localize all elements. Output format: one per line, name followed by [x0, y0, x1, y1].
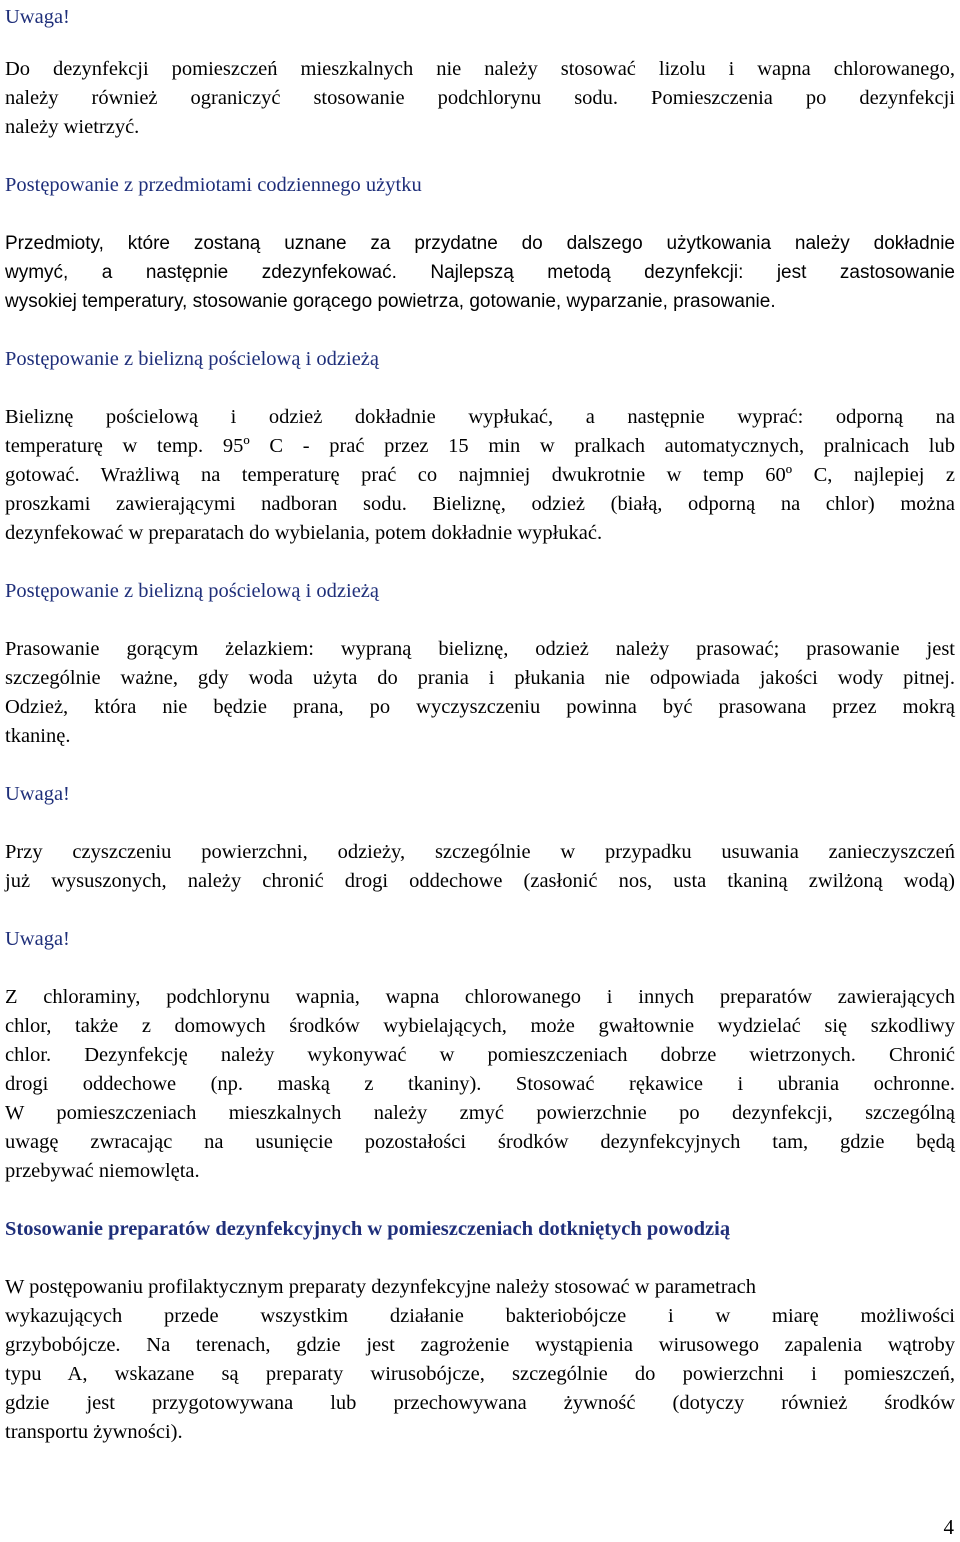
text-line: należy również ograniczyć stosowanie podchlorynu sodu. Pomieszczenia po dezynfekcji	[5, 87, 955, 109]
section-heading-linen-1: Postępowanie z bielizną pościelową i odzieżą	[5, 348, 379, 370]
text-line: chlor. Dezynfekcję należy wykonywać w pomieszczeniach dobrze wietrzonych. Chronić	[5, 1044, 955, 1066]
section-heading-linen-2: Postępowanie z bielizną pościelową i odzieżą	[5, 580, 379, 602]
warning-2-paragraph	[5, 838, 955, 896]
section-heading-flood: Stosowanie preparatów dezynfekcyjnych w pomieszczeniach dotkniętych powodzią	[5, 1218, 731, 1240]
text-line: drogi oddechowe (np. maską z tkaniny). Stosować rękawice i ubrania ochronne.	[5, 1073, 955, 1095]
text-line: Do dezynfekcji pomieszczeń mieszkalnych nie należy stosować lizolu i wapna chlorowanego,	[5, 58, 955, 80]
warning-label-3: Uwaga!	[5, 928, 70, 950]
text-line: wysokiej temperatury, stosowanie gorącego powietrza, gotowanie, wyparzanie, prasowanie.	[5, 291, 776, 312]
text-line: Odzież, która nie będzie prana, po wyczyszczeniu powinna być prasowana przez mokrą	[5, 696, 955, 718]
text-line: gotować. Wrażliwą na temperaturę prać co najmniej dwukrotnie w temp 60º C, najlepiej z	[5, 464, 955, 486]
text-line: grzybobójcze. Na terenach, gdzie jest zagrożenie wystąpienia wirusowego zapalenia wątroby	[5, 1334, 955, 1356]
warning-label-2: Uwaga!	[5, 783, 70, 805]
text-line: temperaturę w temp. 95º C - prać przez 15 min w pralkach automatycznych, pralnicach lub	[5, 435, 955, 457]
text-line: dezynfekować w preparatach do wybielania, potem dokładnie wypłukać.	[5, 522, 603, 544]
text-line: wymyć, a następnie zdezynfekować. Najlepszą metodą dezynfekcji: jest zastosowanie	[5, 262, 955, 283]
text-line: Przy czyszczeniu powierzchni, odzieży, szczególnie w przypadku usuwania zanieczyszczeń	[5, 841, 955, 863]
text-line: transportu żywności).	[5, 1421, 183, 1443]
text-line: W postępowaniu profilaktycznym preparaty dezynfekcyjne należy stosować w parametrach	[5, 1276, 756, 1298]
linen-2-paragraph	[5, 635, 955, 751]
warning-3-paragraph	[5, 983, 955, 1186]
text-line: szczególnie ważne, gdy woda użyta do prania i płukania nie odpowiada jakości wody pitnej.	[5, 667, 955, 689]
text-line: należy wietrzyć.	[5, 116, 140, 138]
linen-1-paragraph	[5, 403, 955, 548]
text-line: już wysuszonych, należy chronić drogi oddechowe (zasłonić nos, usta tkaniną zwilżoną wodą)	[5, 870, 955, 892]
section-heading-items: Postępowanie z przedmiotami codziennego użytku	[5, 174, 422, 196]
text-line: tkaninę.	[5, 725, 71, 747]
text-line: Bieliznę pościelową i odzież dokładnie wypłukać, a następnie wyprać: odporną na	[5, 406, 955, 428]
text-line: uwagę zwracając na usunięcie pozostałości środków dezynfekcyjnych tam, gdzie będą	[5, 1131, 955, 1153]
text-line: proszkami zawierającymi nadboran sodu. Bieliznę, odzież (białą, odporną na chlor) można	[5, 493, 955, 515]
text-line: Przedmioty, które zostaną uznane za przydatne do dalszego użytkowania należy dokładnie	[5, 233, 955, 254]
flood-paragraph	[5, 1273, 955, 1447]
text-line: przebywać niemowlęta.	[5, 1160, 200, 1182]
intro-paragraph	[5, 55, 955, 142]
warning-label: Uwaga!	[5, 6, 70, 28]
text-line: Prasowanie gorącym żelazkiem: wypraną bieliznę, odzież należy prasować; prasowanie jest	[5, 638, 955, 660]
page-number: 4	[943, 1515, 954, 1539]
text-line: typu A, wskazane są preparaty wirusobójcze, szczególnie do powierzchni i pomieszczeń,	[5, 1363, 955, 1385]
text-line: gdzie jest przygotowywana lub przechowywana żywność (dotyczy również środków	[5, 1392, 955, 1414]
text-line: W pomieszczeniach mieszkalnych należy zmyć powierzchnie po dezynfekcji, szczególną	[5, 1102, 955, 1124]
text-line: Z chloraminy, podchlorynu wapnia, wapna chlorowanego i innych preparatów zawierających	[5, 986, 955, 1008]
text-line: wykazujących przede wszystkim działanie bakteriobójcze i w miarę możliwości	[5, 1305, 955, 1327]
text-line: chlor, także z domowych środków wybielających, może gwałtownie wydzielać się szkodliwy	[5, 1015, 955, 1037]
items-paragraph	[5, 229, 955, 316]
